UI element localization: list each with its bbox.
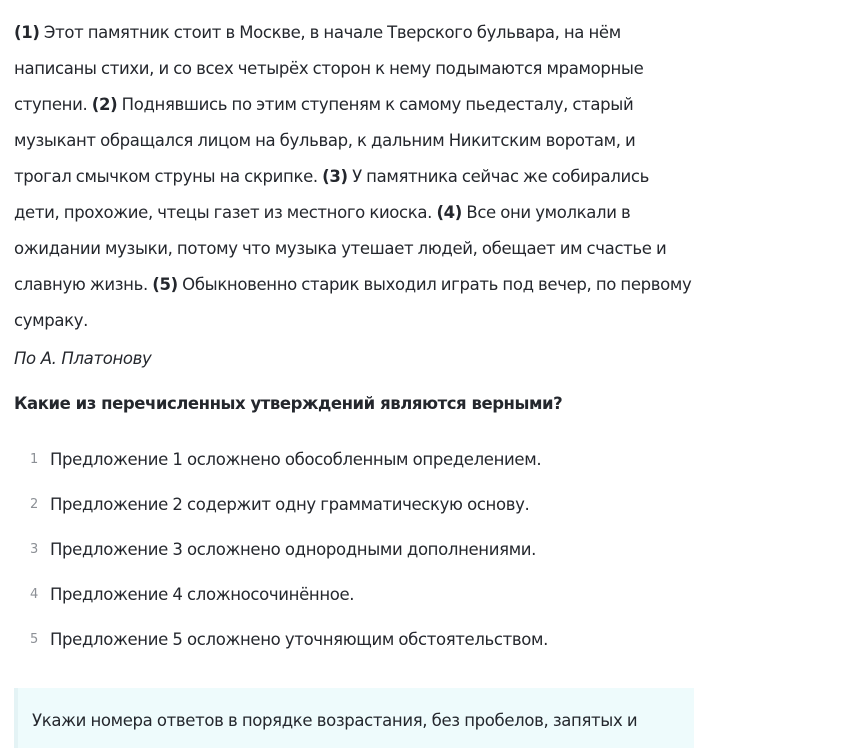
- answer-instructions-text: Укажи номера ответов в порядке возрастания, без пробелов, запятых и: [32, 711, 638, 730]
- answer-option-4[interactable]: [14, 572, 694, 617]
- passage-author: По А. Платонову: [14, 349, 152, 368]
- option-text: Предложение 1 осложнено обособленным определением.: [50, 450, 542, 469]
- task-content: [14, 15, 694, 662]
- answer-option-5[interactable]: [14, 617, 694, 662]
- sentence-5-number: (5): [152, 275, 178, 294]
- sentence-2-text: Поднявшись по этим ступеням к самому пьедесталу, старый музыкант обращался лицом на бульвар, к дальним Никитским воротам, и трогал смычком струны на скрипке.: [14, 95, 636, 186]
- option-text: Предложение 4 сложносочинённое.: [50, 585, 355, 604]
- sentence-3-number: (3): [322, 167, 348, 186]
- sentence-3-text: У памятника сейчас же собирались дети, прохожие, чтецы газет из местного киоска.: [14, 167, 649, 222]
- sentence-2-number: (2): [91, 95, 118, 114]
- answer-instructions-box: [14, 688, 694, 748]
- answer-option-3[interactable]: [14, 527, 694, 572]
- answer-options-list: [14, 437, 694, 662]
- answer-option-1[interactable]: [14, 437, 694, 482]
- option-number: 4: [30, 587, 39, 602]
- option-text: Предложение 5 осложнено уточняющим обстоятельством.: [50, 630, 549, 649]
- sentence-5-text: Обыкновенно старик выходил играть под вечер, по первому сумраку.: [14, 275, 692, 330]
- sentence-1-text: Этот памятник стоит в Москве, в начале Тверского бульвара, на нём написаны стихи, и со всех четырёх сторон к нему подымаются мраморные ступени.: [14, 23, 644, 114]
- option-number: 1: [30, 452, 39, 467]
- option-number: 2: [30, 497, 39, 512]
- answer-option-2[interactable]: [14, 482, 694, 527]
- sentence-1-number: (1): [14, 23, 40, 42]
- option-number: 5: [30, 632, 39, 647]
- sentence-4-text: Все они умолкали в ожидании музыки, потому что музыка утешает людей, обещает им счастье и славную жизнь.: [14, 203, 667, 294]
- option-text: Предложение 2 содержит одну грамматическую основу.: [50, 495, 530, 514]
- sentence-4-number: (4): [436, 203, 462, 222]
- option-text: Предложение 3 осложнено однородными дополнениями.: [50, 540, 537, 559]
- question-heading: Какие из перечисленных утверждений являются верными?: [14, 394, 563, 413]
- option-number: 3: [30, 542, 39, 557]
- passage-text: [14, 15, 694, 339]
